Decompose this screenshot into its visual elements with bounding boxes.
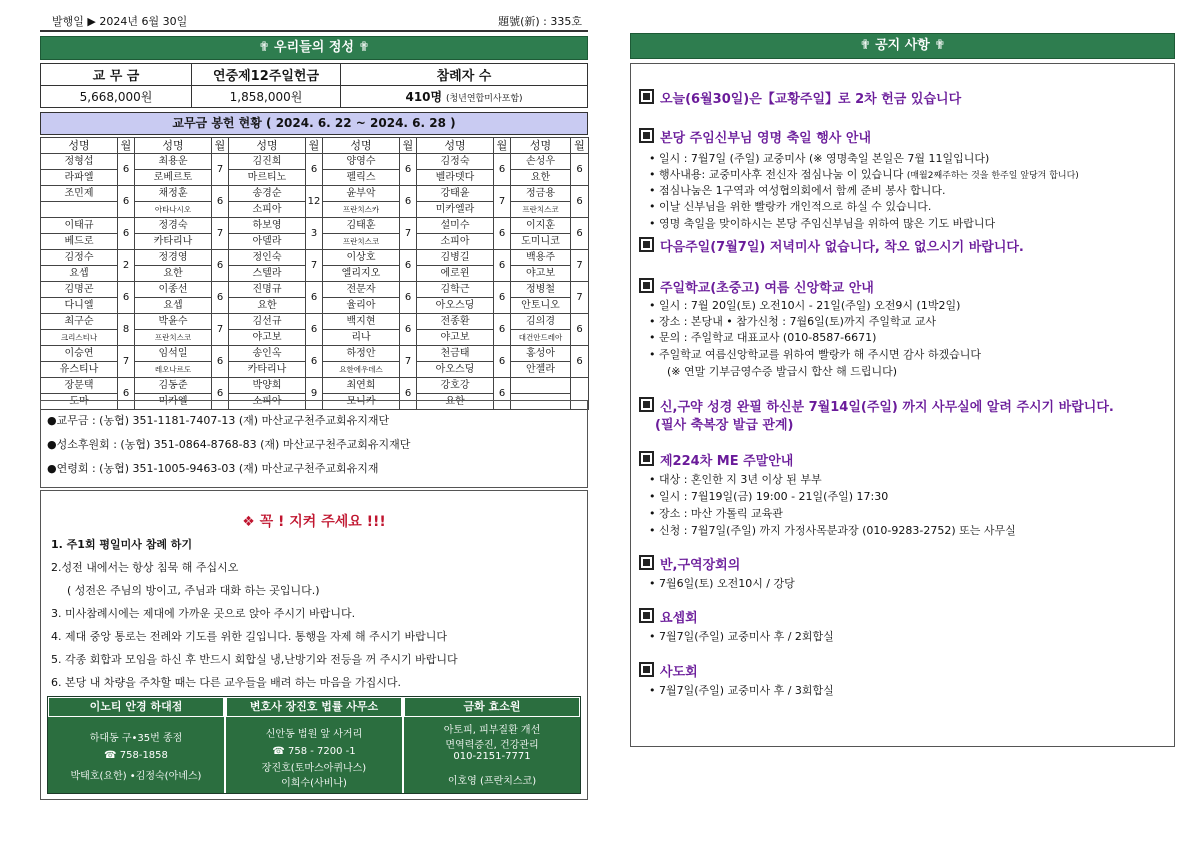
donor-name: 박윤수 [135, 314, 212, 330]
donor-name: 양영수 [323, 154, 400, 170]
donor-months: 6 [571, 314, 589, 346]
donor-name: 홍성아 [511, 346, 571, 362]
issue-header [40, 10, 588, 32]
donor-baptismal-name: 소피아 [417, 234, 494, 250]
notice-item: • 장소 : 본당내 • 참가신청 : 7월6일(토)까지 주일학교 교사 [649, 315, 936, 328]
notice-me-weekend: 제224차 ME 주말안내 [660, 454, 794, 469]
account-vocation: ●성소후원회 : (농협) 351-0864-8768-83 (재) 마산교구천주교회유지재단 [47, 438, 411, 451]
col-header-month: 월 [571, 138, 589, 154]
donor-months: 7 [494, 186, 511, 218]
donor-months: 6 [118, 218, 135, 250]
donor-baptismal-name: 소피아 [229, 202, 306, 218]
square-bullet-icon [639, 397, 654, 412]
notice-district-meeting: 반,구역장회의 [660, 558, 741, 573]
col-header-name: 성명 [417, 138, 494, 154]
ad-law-office-owner: 장진호(토마스아퀴나스) [261, 763, 367, 774]
donor-months: 6 [494, 346, 511, 378]
donor-name: 천금태 [417, 346, 494, 362]
donor-baptismal-name: 프란치스코 [511, 202, 571, 218]
notice-heading [639, 236, 1024, 255]
donor-months: 6 [494, 282, 511, 314]
notice-heading [639, 127, 871, 146]
table-row [41, 186, 589, 202]
donor-months: 6 [571, 154, 589, 186]
notice-bible-copy-note: (필사 축복장 발급 관계) [655, 418, 794, 433]
donor-name: 장문택 [41, 378, 118, 394]
donor-name: 송인옥 [229, 346, 306, 362]
donor-name: 정병철 [511, 282, 571, 298]
donor-baptismal-name: 엘리지오 [323, 266, 400, 282]
donor-baptismal-name: 요한 [511, 170, 571, 186]
donor-months: 6 [212, 250, 229, 282]
ad-law-office-phone: ☎ 758 - 7200 -1 [272, 746, 356, 757]
ad-law-office-staff: 이희수(사비나) [281, 778, 347, 789]
col-header-month: 월 [400, 138, 417, 154]
donor-baptismal-name: 율리아 [323, 298, 400, 314]
donor-months: 6 [118, 282, 135, 314]
donor-baptismal-name: 미카엘 [135, 394, 212, 410]
donor-name: 전문자 [323, 282, 400, 298]
donor-baptismal-name: 요한 [229, 298, 306, 314]
donor-name: 백지현 [323, 314, 400, 330]
donor-baptismal-name: 에로윈 [417, 266, 494, 282]
donor-months: 7 [400, 346, 417, 378]
donor-months: 6 [212, 186, 229, 218]
donor-baptismal-name: 크리스티나 [41, 330, 118, 346]
notice-heading [639, 450, 793, 469]
donor-baptismal-name: 유스티나 [41, 362, 118, 378]
donor-baptismal-name: 벨라뎃다 [417, 170, 494, 186]
donor-name: 김학근 [417, 282, 494, 298]
donor-name: 전종환 [417, 314, 494, 330]
notice-heading [639, 396, 1114, 415]
donor-months: 9 [306, 378, 323, 410]
summary-header-dues: 교 무 금 [41, 64, 192, 86]
offerings-title: ✟ 우리들의 정성 ✟ [40, 36, 588, 60]
donor-baptismal-name: 프란치스코 [323, 234, 400, 250]
col-header-month: 월 [494, 138, 511, 154]
donor-months: 6 [118, 186, 135, 218]
donor-months: 6 [494, 154, 511, 186]
donor-months: 7 [571, 250, 589, 282]
donation-status-title: 교무금 봉헌 현황 ( 2024. 6. 22 ~ 2024. 6. 28 ) [40, 112, 588, 135]
donor-months: 7 [212, 314, 229, 346]
donor-name: 설미수 [417, 218, 494, 234]
ad-optician-owner: 박태호(요한) •김정숙(아녜스) [70, 771, 202, 782]
summary-attendance-cell [341, 86, 588, 108]
notice-heading [639, 607, 698, 626]
donor-name: 진명규 [229, 282, 306, 298]
donor-baptismal-name: 레오나르도 [135, 362, 212, 378]
donor-months: 6 [400, 186, 417, 218]
rule-item: 3. 미사참례시에는 제대에 가까운 곳으로 앉아 주시기 바랍니다. [51, 607, 356, 620]
ad-enzyme-shop-name: 금화 효소원 [404, 697, 580, 717]
donor-months: 6 [571, 346, 589, 378]
ad-enzyme-shop-line2: 면역력증진, 건강관리 [445, 740, 539, 751]
donor-baptismal-name: 요한 [417, 394, 494, 410]
donor-months: 6 [400, 282, 417, 314]
square-bullet-icon [639, 89, 654, 104]
donor-months: 6 [306, 154, 323, 186]
table-row [41, 378, 589, 394]
rules-list [51, 533, 581, 694]
col-header-month: 월 [118, 138, 135, 154]
donor-baptismal-name: 도미니코 [511, 234, 571, 250]
issue-date: 발행일 ▶ 2024년 6월 30일 [52, 15, 188, 28]
donor-baptismal-name: 야고보 [417, 330, 494, 346]
notice-feast-day: 본당 주임신부님 영명 축일 행사 안내 [660, 131, 871, 146]
donor-name: 김명곤 [41, 282, 118, 298]
notice-apostles-group: 사도회 [660, 665, 698, 680]
notice-no-evening-mass: 다음주일(7월7일) 저녁미사 없습니다, 착오 없으시기 바랍니다. [660, 240, 1024, 255]
table-row [41, 282, 589, 298]
donor-baptismal-name: 프란치스카 [323, 202, 400, 218]
donor-months: 6 [494, 314, 511, 346]
donor-baptismal-name: 요셉 [135, 298, 212, 314]
notice-item: • 문의 : 주일학교 대표교사 (010-8587-6671) [649, 331, 877, 344]
donor-months: 6 [118, 378, 135, 410]
donor-name: 손성우 [511, 154, 571, 170]
ad-law-office [226, 697, 402, 793]
donor-months: 12 [306, 186, 323, 218]
square-bullet-icon [639, 555, 654, 570]
donor-baptismal-name: 야고보 [511, 266, 571, 282]
donor-baptismal-name: 아타나시오 [135, 202, 212, 218]
notice-item: • 일시 : 7월7일 (주일) 교중미사 (※ 영명축일 본일은 7월 11일입니다) [649, 152, 990, 165]
donor-baptismal-name: 모니카 [323, 394, 400, 410]
ad-law-office-address: 신안동 법원 앞 사거리 [265, 729, 363, 740]
notice-item: • 대상 : 혼인한 지 3년 이상 된 부부 [649, 473, 822, 486]
donor-months: 6 [212, 282, 229, 314]
notice-item: • 신청 : 7월7일(주일) 까지 가정사목분과장 (010-9283-2752) 또는 사무실 [649, 524, 1016, 537]
notice-item: • 주일학교 여름신앙학교를 위하여 빨랑카 해 주시면 감사 하겠습니다 [649, 348, 981, 361]
notice-joseph-group: 요셉회 [660, 611, 698, 626]
donation-table [40, 137, 589, 410]
donor-months: 7 [212, 218, 229, 250]
notice-item: • 영명 축일을 맞이하시는 본당 주임신부님을 위하여 많은 기도 바랍니다 [649, 217, 996, 230]
donor-baptismal-name: 스텔라 [229, 266, 306, 282]
donor-name: 이상호 [323, 250, 400, 266]
notices-box [630, 63, 1175, 747]
donor-months: 6 [212, 346, 229, 378]
square-bullet-icon [639, 608, 654, 623]
summary-dues-value: 5,668,000원 [41, 86, 192, 108]
notice-second-collection: 오늘(6월30일)은【교황주일】로 2차 헌금 있습니다 [660, 92, 962, 107]
donor-months: 6 [571, 218, 589, 250]
donor-months: 6 [571, 186, 589, 218]
donor-months: 7 [212, 154, 229, 186]
donor-name: 하보영 [229, 218, 306, 234]
donor-baptismal-name: 요한 [135, 266, 212, 282]
notice-item: • 이날 신부님을 위한 빨랑카 개인적으로 하실 수 있습니다. [649, 200, 932, 213]
donor-baptismal-name: 아델라 [229, 234, 306, 250]
donor-name: 김선규 [229, 314, 306, 330]
donor-name: 김의경 [511, 314, 571, 330]
table-row [41, 154, 589, 170]
notice-item: • 점심나눔은 1구역과 여성협의회에서 함께 준비 봉사 합니다. [649, 184, 946, 197]
donor-months: 6 [494, 378, 511, 410]
ad-optician-address: 하대동 구•35번 종점 [89, 733, 183, 744]
donor-months: 7 [400, 218, 417, 250]
ad-enzyme-shop-line1: 아토피, 피부질환 개선 [443, 725, 541, 736]
donor-months: 6 [306, 314, 323, 346]
donor-baptismal-name: 프란치스코 [135, 330, 212, 346]
donor-months: 6 [400, 250, 417, 282]
donor-months: 2 [118, 250, 135, 282]
donor-baptismal-name: 안젤라 [511, 362, 571, 378]
square-bullet-icon [639, 278, 654, 293]
notice-heading [639, 661, 698, 680]
notice-item: • 7월7일(주일) 교중미사 후 / 2회합실 [649, 630, 834, 643]
offerings-summary-table [40, 63, 588, 108]
donor-months: 7 [571, 282, 589, 314]
ad-enzyme-shop-owner: 이호영 (프란치스코) [447, 776, 537, 787]
donor-baptismal-name: 소피아 [229, 394, 306, 410]
ad-optician-name: 이노티 안경 하대점 [48, 697, 224, 717]
square-bullet-icon [639, 451, 654, 466]
donor-name: 이종선 [135, 282, 212, 298]
notice-item: (※ 연말 기부금영수증 발급시 합산 해 드립니다) [667, 365, 898, 378]
summary-attendance-note: (청년연합미사포함) [445, 94, 523, 104]
summary-header-collection: 연중제12주일헌금 [192, 64, 341, 86]
notice-item: • 일시 : 7월 20일(토) 오전10시 - 21일(주일) 오전9시 (1박2일) [649, 299, 961, 312]
notice-summer-school: 주일학교(초중고) 여름 신앙학교 안내 [660, 281, 874, 296]
rule-item: 1. 주1회 평일미사 참례 하기 [51, 538, 193, 551]
rule-item: 5. 각종 회합과 모임을 하신 후 반드시 회합실 냉,난방기와 전등을 꺼 주시기 바랍니다 [51, 653, 458, 666]
square-bullet-icon [639, 237, 654, 252]
donor-name: 채정훈 [135, 186, 212, 202]
donor-months: 6 [400, 378, 417, 410]
donor-name: 윤부악 [323, 186, 400, 202]
ad-optician-phone: ☎ 758-1858 [104, 750, 168, 761]
square-bullet-icon [639, 662, 654, 677]
donor-name: 김병길 [417, 250, 494, 266]
donor-baptismal-name: 요한에우데스 [323, 362, 400, 378]
account-dues: ●교무금 : (농협) 351-1181-7407-13 (재) 마산교구천주교회유지재단 [47, 414, 390, 427]
notice-item-text: • 행사내용: 교중미사후 전신자 점심나눔 이 있습니다 [649, 168, 904, 181]
ad-enzyme-shop-phone: 010-2151-7771 [453, 751, 531, 762]
col-header-name: 성명 [229, 138, 306, 154]
notice-bible-copy: 신,구약 성경 완필 하신분 7월14일(주일) 까지 사무실에 알려 주시기 바랍니다. [660, 400, 1114, 415]
donor-name: 이지훈 [511, 218, 571, 234]
donor-months: 3 [306, 218, 323, 250]
rules-box [40, 490, 588, 800]
donation-table-header [41, 138, 589, 154]
donor-months: 6 [306, 346, 323, 378]
donor-months: 6 [212, 378, 229, 410]
donor-baptismal-name: 도마 [41, 394, 118, 410]
donor-months: 6 [400, 154, 417, 186]
rule-item: ( 성전은 주님의 방이고, 주님과 대화 하는 곳입니다.) [67, 584, 320, 597]
donor-name: 정경숙 [135, 218, 212, 234]
issue-number: 題號(新) : 335호 [498, 15, 582, 28]
ad-enzyme-shop [404, 697, 580, 793]
col-header-month: 월 [212, 138, 229, 154]
summary-attendance-value: 410명 [405, 90, 443, 104]
notice-heading [639, 554, 740, 573]
ad-law-office-name: 변호사 장진호 법률 사무소 [226, 697, 402, 717]
notice-item: • 7월7일(주일) 교중미사 후 / 3회합실 [649, 684, 834, 697]
donor-name: 하정안 [323, 346, 400, 362]
donor-baptismal-name: 대건안드레아 [511, 330, 571, 346]
donor-months: 6 [118, 154, 135, 186]
donor-baptismal-name: 베드로 [41, 234, 118, 250]
table-row [41, 250, 589, 266]
rule-item: 2.성전 내에서는 항상 침묵 해 주십시오 [51, 561, 239, 574]
donor-baptismal-name: 카타리나 [135, 234, 212, 250]
donor-name: 정형섭 [41, 154, 118, 170]
ad-optician [48, 697, 224, 793]
donor-baptismal-name: 리나 [323, 330, 400, 346]
donor-name: 이태규 [41, 218, 118, 234]
notice-heading [639, 88, 961, 107]
bank-accounts-box [40, 400, 588, 488]
square-bullet-icon [639, 128, 654, 143]
table-row [41, 314, 589, 330]
donor-baptismal-name: 요셉 [41, 266, 118, 282]
summary-collection-value: 1,858,000원 [192, 86, 341, 108]
donor-name: 김정숙 [417, 154, 494, 170]
col-header-name: 성명 [511, 138, 571, 154]
donor-baptismal-name: 야고보 [229, 330, 306, 346]
notices-title: ✟ 공지 사항 ✟ [630, 33, 1175, 59]
donor-name: 송경순 [229, 186, 306, 202]
rule-item: 6. 본당 내 차량을 주차할 때는 다른 교우들을 배려 하는 마음을 가집시다. [51, 676, 401, 689]
donor-baptismal-name: 아오스딩 [417, 362, 494, 378]
donor-months: 8 [118, 314, 135, 346]
donor-months: 6 [306, 282, 323, 314]
donor-months: 7 [306, 250, 323, 282]
sponsor-ads [47, 696, 581, 794]
donor-name: 강호강 [417, 378, 494, 394]
donor-baptismal-name: 로베르토 [135, 170, 212, 186]
donor-name: 최구순 [41, 314, 118, 330]
donor-name [511, 378, 571, 394]
donor-name: 김진희 [229, 154, 306, 170]
donor-name: 조민제 [41, 186, 118, 202]
donor-baptismal-name: 라파엘 [41, 170, 118, 186]
donor-name: 김동준 [135, 378, 212, 394]
notice-item: • 7월6일(토) 오전10시 / 강당 [649, 577, 795, 590]
donor-baptismal-name: 미카엘라 [417, 202, 494, 218]
col-header-month: 월 [306, 138, 323, 154]
donor-name: 이승연 [41, 346, 118, 362]
notice-item: • 일시 : 7월19일(금) 19:00 - 21일(주일) 17:30 [649, 490, 889, 503]
donor-name: 김정수 [41, 250, 118, 266]
donor-baptismal-name: 다니엘 [41, 298, 118, 314]
table-row [41, 346, 589, 362]
notice-item-note: (매월2째주하는 것을 한주일 앞당겨 합니다) [906, 171, 1079, 181]
col-header-name: 성명 [41, 138, 118, 154]
donor-name: 강태윤 [417, 186, 494, 202]
donor-name: 정경영 [135, 250, 212, 266]
donor-baptismal-name: 펠릭스 [323, 170, 400, 186]
summary-header-attendance: 참례자 수 [341, 64, 588, 86]
donor-baptismal-name: 아오스딩 [417, 298, 494, 314]
rules-title: ❖ 꼭 ! 지켜 주세요 !!! [242, 514, 386, 530]
rule-item: 4. 제대 중앙 통로는 전례와 기도를 위한 길입니다. 통행을 자제 해 주시기 바랍니다 [51, 630, 447, 643]
notice-item [649, 166, 1079, 182]
donor-baptismal-name [41, 202, 118, 218]
donor-months: 6 [400, 314, 417, 346]
donor-name: 최연희 [323, 378, 400, 394]
donor-name: 정인숙 [229, 250, 306, 266]
donor-name: 박양희 [229, 378, 306, 394]
donor-name: 김태훈 [323, 218, 400, 234]
account-funeral: ●연령회 : (농협) 351-1005-9463-03 (재) 마산교구천주교회유지재 [47, 462, 379, 475]
notice-heading [639, 277, 874, 296]
notice-item: • 장소 : 마산 가톨릭 교육관 [649, 507, 783, 520]
col-header-name: 성명 [323, 138, 400, 154]
donor-baptismal-name: 안토니오 [511, 298, 571, 314]
donor-name: 백용주 [511, 250, 571, 266]
donor-baptismal-name: 마르티노 [229, 170, 306, 186]
table-row [41, 218, 589, 234]
donor-name: 임석일 [135, 346, 212, 362]
donor-months: 7 [118, 346, 135, 378]
donor-name: 정금용 [511, 186, 571, 202]
donor-baptismal-name: 카타리나 [229, 362, 306, 378]
col-header-name: 성명 [135, 138, 212, 154]
donor-name: 최용운 [135, 154, 212, 170]
donor-months: 6 [494, 250, 511, 282]
donor-months: 6 [494, 218, 511, 250]
